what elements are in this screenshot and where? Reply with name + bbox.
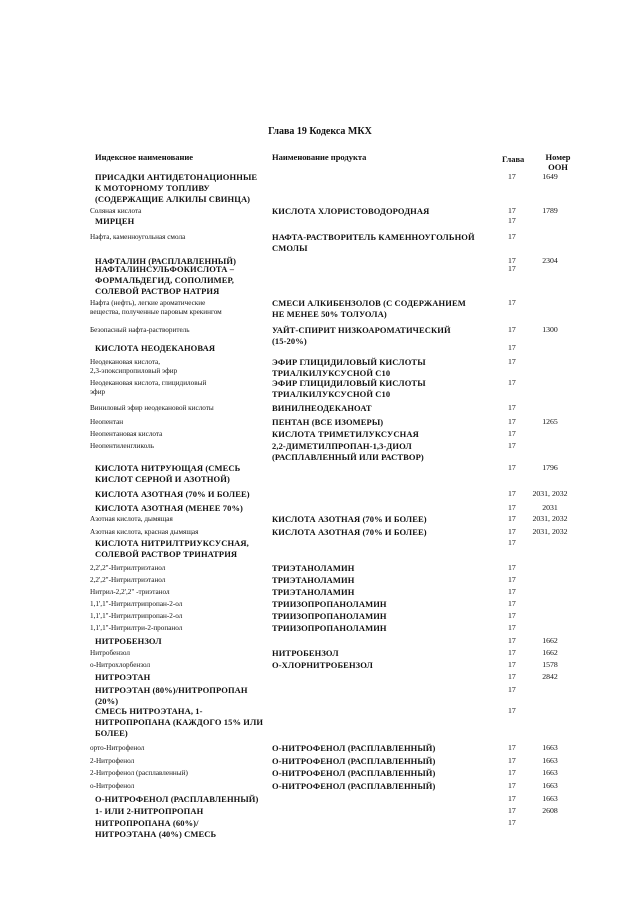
un-number: 1663 xyxy=(542,794,558,803)
chapter-value: 17 xyxy=(508,685,516,694)
index-name: КИСЛОТ СЕРНОЙ И АЗОТНОЙ) xyxy=(95,473,230,484)
product-name: О-ХЛОРНИТРОБЕНЗОЛ xyxy=(272,660,373,670)
index-name: КИСЛОТА НИТРИЛТРИУКСУСНАЯ, xyxy=(95,538,249,548)
chapter-value: 17 xyxy=(508,264,516,273)
chapter-value: 17 xyxy=(508,417,516,426)
un-number: 1796 xyxy=(542,463,558,472)
un-number: 1663 xyxy=(542,768,558,777)
un-number: 1663 xyxy=(542,756,558,765)
product-name: СМЕСИ АЛКИБЕНЗОЛОВ (С СОДЕРЖАНИЕМ xyxy=(272,298,466,308)
chapter-value: 17 xyxy=(508,206,516,215)
index-name: НИТРОБЕНЗОЛ xyxy=(95,636,162,646)
index-name: Неодекановая кислота, xyxy=(90,358,161,366)
index-name: КИСЛОТА НИТРУЮЩАЯ (СМЕСЬ xyxy=(95,463,241,473)
index-name: Нафта (нефть), легкие ароматические xyxy=(90,299,206,307)
index-name: (20%) xyxy=(95,695,119,706)
chapter-value: 17 xyxy=(508,343,516,352)
chapter-value: 17 xyxy=(508,514,516,523)
un-number: 2031 xyxy=(542,503,558,512)
product-name: ТРИАЛКИЛУКСУСНОЙ С10 xyxy=(272,388,391,399)
index-name: Нафта, каменноугольная смола xyxy=(90,233,186,241)
product-name: ТРИЭТАНОЛАМИН xyxy=(272,587,355,597)
un-number: 1662 xyxy=(542,636,558,645)
un-number: 1662 xyxy=(542,648,558,657)
index-name: Безопасный нафта-растворитель xyxy=(90,326,190,334)
chapter-value: 17 xyxy=(508,563,516,572)
chapter-value: 17 xyxy=(508,756,516,765)
product-name: ПЕНТАН (ВСЕ ИЗОМЕРЫ) xyxy=(272,417,384,427)
index-name: НИТРОПРОПАНА (КАЖДОГО 15% ИЛИ xyxy=(95,716,264,727)
index-name: Неопентиленгликоль xyxy=(90,442,154,450)
product-name: ТРИИЗОПРОПАНОЛАМИН xyxy=(272,623,387,633)
index-name: О-НИТРОФЕНОЛ (РАСПЛАВЛЕННЫЙ) xyxy=(95,794,259,804)
index-name: вещества, полученные паровым крекингом xyxy=(90,308,222,317)
chapter-value: 17 xyxy=(508,232,516,241)
chapter-value: 17 xyxy=(508,429,516,438)
chapter-value: 17 xyxy=(508,599,516,608)
un-number: 2031, 2032 xyxy=(532,489,568,498)
product-name: КИСЛОТА ХЛОРИСТОВОДОРОДНАЯ xyxy=(272,206,430,216)
index-name: БОЛЕЕ) xyxy=(95,727,128,738)
index-name: КИСЛОТА НЕОДЕКАНОВАЯ xyxy=(95,343,216,353)
index-name: СОЛЕВОЙ РАСТВОР ТРИНАТРИЯ xyxy=(95,548,238,559)
product-name: ЭФИР ГЛИЦИДИЛОВЫЙ КИСЛОТЫ xyxy=(272,357,426,367)
product-name: ТРИИЗОПРОПАНОЛАМИН xyxy=(272,611,387,621)
product-name: О-НИТРОФЕНОЛ (РАСПЛАВЛЕННЫЙ) xyxy=(272,768,436,778)
product-name: ЭФИР ГЛИЦИДИЛОВЫЙ КИСЛОТЫ xyxy=(272,378,426,388)
index-name: НИТРОЭТАН xyxy=(95,672,151,682)
chapter-value: 17 xyxy=(508,623,516,632)
chapter-value: 17 xyxy=(508,648,516,657)
chapter-value: 17 xyxy=(508,575,516,584)
chapter-value: 17 xyxy=(508,806,516,815)
chapter-value: 17 xyxy=(508,781,516,790)
index-name: НИТРОЭТАНА (40%) СМЕСЬ xyxy=(95,828,217,839)
page-title: Глава 19 Кодекса МКХ xyxy=(268,126,372,137)
chapter-value: 17 xyxy=(508,503,516,512)
index-name: орто-Нитрофенол xyxy=(90,744,145,752)
index-name: МИРЦЕН xyxy=(95,216,135,226)
header-index-name: Индексное наименование xyxy=(95,152,194,162)
index-name: Нитробензол xyxy=(90,649,130,657)
un-number: 1789 xyxy=(542,206,558,215)
chapter-value: 17 xyxy=(508,489,516,498)
index-name: 1- ИЛИ 2-НИТРОПРОПАН xyxy=(95,806,204,816)
index-name: 2,3-эпоксипропиловый эфир xyxy=(90,367,178,376)
chapter-value: 17 xyxy=(508,768,516,777)
un-number: 1300 xyxy=(542,325,558,334)
index-name: КИСЛОТА АЗОТНАЯ (70% И БОЛЕЕ) xyxy=(95,489,250,499)
un-number: 2031, 2032 xyxy=(532,514,568,523)
un-number: 1663 xyxy=(542,743,558,752)
header-un-number-line1: Номер xyxy=(545,152,571,162)
un-number: 1649 xyxy=(542,172,558,181)
index-name: ПРИСАДКИ АНТИДЕТОНАЦИОННЫЕ xyxy=(95,172,258,182)
product-name: (РАСПЛАВЛЕННЫЙ ИЛИ РАСТВОР) xyxy=(272,451,424,462)
header-product-name: Наименование продукта xyxy=(272,152,367,162)
index-name: Нитрил-2,2',2" -триэтанол xyxy=(90,588,170,596)
chapter-value: 17 xyxy=(508,538,516,547)
un-number: 2608 xyxy=(542,806,558,815)
chapter-value: 17 xyxy=(508,706,516,715)
product-name: О-НИТРОФЕНОЛ (РАСПЛАВЛЕННЫЙ) xyxy=(272,756,436,766)
index-name: 2,2',2"-Нитрилтриэтанол xyxy=(90,576,166,584)
product-name: (15-20%) xyxy=(272,335,307,346)
product-name: О-НИТРОФЕНОЛ (РАСПЛАВЛЕННЫЙ) xyxy=(272,781,436,791)
index-name: Неопентановая кислота xyxy=(90,430,163,438)
chapter-value: 17 xyxy=(508,611,516,620)
product-name: УАЙТ-СПИРИТ НИЗКОАРОМАТИЧЕСКИЙ xyxy=(272,325,451,335)
index-name: СОЛЕВОЙ РАСТВОР НАТРИЯ xyxy=(95,285,220,296)
index-name: 2-Нитрофенол xyxy=(90,757,135,765)
product-name: СМОЛЫ xyxy=(272,242,308,253)
product-name: ТРИАЛКИЛУКСУСНОЙ С10 xyxy=(272,367,391,378)
chapter-value: 17 xyxy=(508,357,516,366)
chapter-value: 17 xyxy=(508,743,516,752)
chapter-value: 17 xyxy=(508,256,516,265)
product-name: КИСЛОТА АЗОТНАЯ (70% И БОЛЕЕ) xyxy=(272,527,427,537)
chapter-value: 17 xyxy=(508,216,516,225)
un-number: 1663 xyxy=(542,781,558,790)
product-name: НЕ МЕНЕЕ 50% ТОЛУОЛА) xyxy=(272,308,387,319)
un-number: 2842 xyxy=(542,672,558,681)
product-name: ТРИИЗОПРОПАНОЛАМИН xyxy=(272,599,387,609)
un-number: 2031, 2032 xyxy=(532,527,568,536)
chapter-value: 17 xyxy=(508,298,516,307)
index-name: 1,1',1"-Нитрилтрипропан-2-ол xyxy=(90,612,183,620)
index-name: ФОРМАЛЬДЕГИД, СОПОЛИМЕР, xyxy=(95,274,235,285)
index-name: о-Нитрохлорбензол xyxy=(90,661,151,669)
chapter-value: 17 xyxy=(508,441,516,450)
header-un-number-line2: ООН xyxy=(548,162,568,172)
index-name: Азотная кислота, красная дымящая xyxy=(90,528,199,536)
product-name: 2,2-ДИМЕТИЛПРОПАН-1,3-ДИОЛ xyxy=(272,441,412,451)
index-name: НАФТАЛИНСУЛЬФОКИСЛОТА – xyxy=(95,264,235,274)
un-number: 1265 xyxy=(542,417,558,426)
index-name: Виниловый эфир неодекановой кислоты xyxy=(90,404,214,412)
chapter-value: 17 xyxy=(508,378,516,387)
index-name: Соляная кислота xyxy=(90,207,142,215)
product-name: ТРИЭТАНОЛАМИН xyxy=(272,563,355,573)
product-name: ВИНИЛНЕОДЕКАНОАТ xyxy=(272,403,372,413)
chapter-value: 17 xyxy=(508,463,516,472)
product-name: О-НИТРОФЕНОЛ (РАСПЛАВЛЕННЫЙ) xyxy=(272,743,436,753)
index-name: КИСЛОТА АЗОТНАЯ (МЕНЕЕ 70%) xyxy=(95,503,243,513)
product-name: НАФТА-РАСТВОРИТЕЛЬ КАМЕННОУГОЛЬНОЙ xyxy=(272,232,475,242)
index-name: НАФТАЛИН (РАСПЛАВЛЕННЫЙ) xyxy=(95,256,237,266)
index-name: Азотная кислота, дымящая xyxy=(90,515,173,523)
index-name: 1,1',1"-Нитрилтри-2-пропанол xyxy=(90,624,183,632)
un-number: 2304 xyxy=(542,256,558,265)
chapter-value: 17 xyxy=(508,672,516,681)
un-number: 1578 xyxy=(542,660,558,669)
index-name: НИТРОПРОПАНА (60%)/ xyxy=(95,818,199,828)
chapter-value: 17 xyxy=(508,527,516,536)
index-name: 2,2',2"-Нитрилтриэтанол xyxy=(90,564,166,572)
chapter-value: 17 xyxy=(508,325,516,334)
index-name: СМЕСЬ НИТРОЭТАНА, 1- xyxy=(95,706,203,716)
index-name: о-Нитрофенол xyxy=(90,782,135,790)
product-name: КИСЛОТА ТРИМЕТИЛУКСУСНАЯ xyxy=(272,429,419,439)
product-name: ТРИЭТАНОЛАМИН xyxy=(272,575,355,585)
index-name: НИТРОЭТАН (80%)/НИТРОПРОПАН xyxy=(95,685,248,695)
chapter-value: 17 xyxy=(508,660,516,669)
chapter-value: 17 xyxy=(508,587,516,596)
index-name: Неодекановая кислота, глицидиловый xyxy=(90,379,207,387)
index-name: эфир xyxy=(90,388,106,397)
index-name: Неопентан xyxy=(90,418,124,426)
header-chapter: Глава xyxy=(502,154,525,164)
index-name: 1,1',1"-Нитрилтрипропан-2-ол xyxy=(90,600,183,608)
chapter-value: 17 xyxy=(508,794,516,803)
chapter-value: 17 xyxy=(508,403,516,412)
product-name: КИСЛОТА АЗОТНАЯ (70% И БОЛЕЕ) xyxy=(272,514,427,524)
index-name: (СОДЕРЖАЩИЕ АЛКИЛЫ СВИНЦА) xyxy=(95,193,251,204)
product-name: НИТРОБЕНЗОЛ xyxy=(272,648,339,658)
chapter-value: 17 xyxy=(508,818,516,827)
chapter-value: 17 xyxy=(508,172,516,181)
index-name: 2-Нитрофенол (расплавленный) xyxy=(90,769,188,777)
chapter-value: 17 xyxy=(508,636,516,645)
index-name: К МОТОРНОМУ ТОПЛИВУ xyxy=(95,182,210,193)
